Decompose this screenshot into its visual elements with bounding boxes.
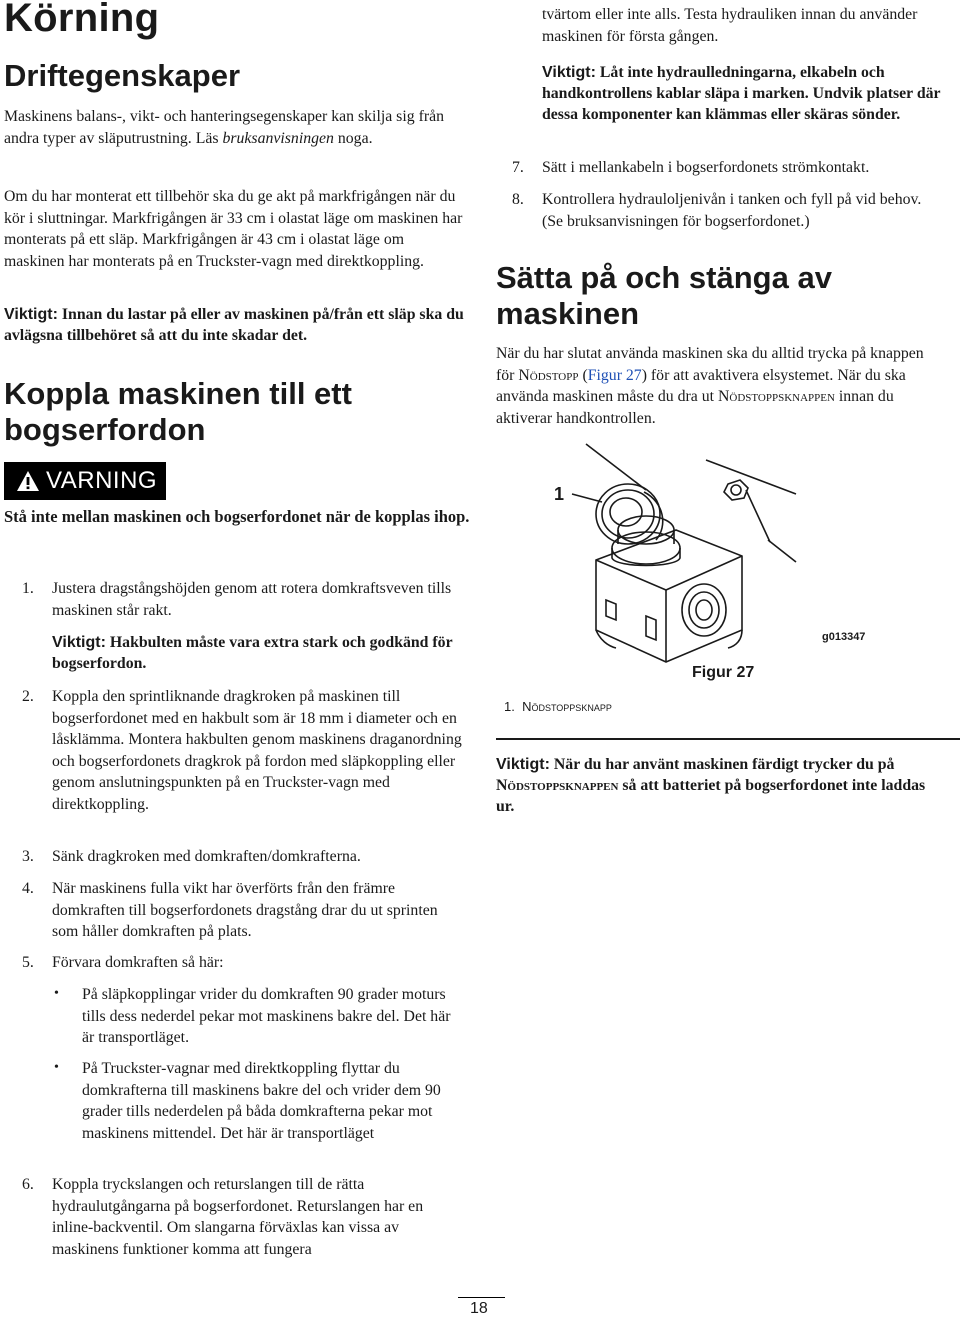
- step-2-text: Koppla den sprintliknande dragkroken på maskinen till bogserfordonet med en hakbult som är 18 mm i diameter och en låsklämma. Montera hakbulten genom maskinens draganordning och bogserfordonets dragkrok på fordon med släpkoppling eller genom anslutningspunkten på en Truckster-vagn med direktkoppling.: [52, 688, 462, 813]
- step-5-number: 5.: [22, 954, 34, 971]
- driving-paragraph-2: Om du har monterat ett tillbehör ska du ge akt på markfrigången när du kör i sluttningar. Markfrigången är 33 cm i olastat läge om maskinen har monterats på ett släp. Markfrigången är 43 cm i olastat läge om maskinen har monterats på en Truckster-vagn med direktkoppling.: [4, 188, 463, 270]
- driving-paragraph-1: Maskinens balans-, vikt- och hanteringsegenskaper kan skilja sig från andra typer av släputrustning. Läs bruksanvisningen noga.: [4, 108, 444, 147]
- step-7-number: 7.: [512, 159, 524, 176]
- onoff-heading: Sätta på och stänga av maskinen: [496, 260, 832, 331]
- figure-legend-divider: [496, 738, 960, 740]
- figure-code: g013347: [822, 631, 866, 643]
- figure-27-link[interactable]: Figur 27: [587, 366, 642, 384]
- hydraulic-important-note: Viktigt: Låt inte hydraulledningarna, elkabeln och handkontrollens kablar släpa i marken. Undvik platser där dessa komponenter kan klämmas eller skäras sönder.: [542, 64, 941, 123]
- step-8-number: 8.: [512, 191, 524, 208]
- step-5-bullet-2: På Truckster-vagnar med direktkoppling flyttar du domkrafterna till maskinens bakre del och vrider dem 90 grader tills nederdelen på båda domkrafterna pekar mot maskinens mittendel. Det här är transportläget: [82, 1060, 441, 1142]
- figure-caption: Figur 27: [692, 664, 755, 681]
- step-4-text: När maskinens fulla vikt har överförts från den främre domkraften till bogserfordonets dragstång drar du ut sprinten som håller domkraften på plats.: [52, 880, 438, 940]
- driving-heading: Driftegenskaper: [4, 58, 241, 93]
- bullet-dot: •: [54, 986, 59, 1001]
- hitch-heading: Koppla maskinen till ett bogserfordon: [4, 376, 352, 447]
- step-2-number: 2.: [22, 688, 34, 705]
- step-5-text: Förvara domkraften så här:: [52, 954, 224, 971]
- page-title: Körning: [4, 0, 160, 40]
- onoff-paragraph: När du har slutat använda maskinen ska du alltid trycka på knappen för Nödstopp (Figur 27) för att avaktivera elsystemet. När du ska använda maskinen måste du dra ut Nödstoppsknappen innan du aktiverar handkontrollen.: [496, 345, 924, 427]
- step-1-number: 1.: [22, 580, 34, 597]
- driving-important-note: Viktigt: Innan du lastar på eller av maskinen på/från ett släp ska du avlägsna tillbehöret så att du inte skadar det.: [4, 306, 464, 344]
- step-4-number: 4.: [22, 880, 34, 897]
- bullet-dot: •: [54, 1060, 59, 1075]
- figure-legend: [504, 699, 612, 714]
- step-3-number: 3.: [22, 848, 34, 865]
- step-6-text: Koppla tryckslangen och returslangen till de rätta hydraulutgångarna på bogserfordonet. Returslangen har en inline-backventil. Om slangarna förväxlas kan vissa av maskinens funktioner komma att fungera: [52, 1176, 424, 1258]
- step-1-important-note: Viktigt: Hakbulten måste vara extra stark och godkänd för bogserfordon.: [52, 634, 453, 672]
- step-5-bullet-1: På släpkopplingar vrider du domkraften 90 grader moturs tills dess nederdel pekar mot maskinens bakre del. Det här är transportläget.: [82, 986, 451, 1046]
- onoff-important-note: Viktigt: När du har använt maskinen färdigt trycker du på Nödstoppsknappen så att batteriet på bogserfordonet inte laddas ur.: [496, 756, 926, 815]
- legend-text: Nödstoppsknapp: [522, 699, 612, 714]
- step-1-text: Justera dragstångshöjden genom att rotera domkraftsveven tills maskinen står rakt.: [52, 580, 452, 619]
- step-6-number: 6.: [22, 1176, 34, 1193]
- step-7-text: Sätt i mellankabeln i bogserfordonets strömkontakt.: [542, 159, 870, 176]
- warning-banner: [4, 462, 166, 500]
- page-number: 18: [470, 1300, 488, 1317]
- warning-label: VARNING: [46, 467, 158, 494]
- page-number-rule: [458, 1297, 505, 1298]
- step-3-text: Sänk dragkroken med domkraften/domkrafterna.: [52, 848, 361, 865]
- warning-text: Stå inte mellan maskinen och bogserfordonet när de kopplas ihop.: [4, 507, 470, 526]
- legend-number: 1.: [504, 699, 515, 714]
- figure-callout-1: 1: [554, 484, 565, 504]
- warning-triangle-icon: [16, 470, 40, 492]
- step-8-text: Kontrollera hydrauloljenivån i tanken och fyll på vid behov. (Se bruksanvisningen för bogserfordonet.): [542, 191, 922, 230]
- step-6-continued-text: tvärtom eller inte alls. Testa hydrauliken innan du använder maskinen för första gången.: [542, 6, 918, 45]
